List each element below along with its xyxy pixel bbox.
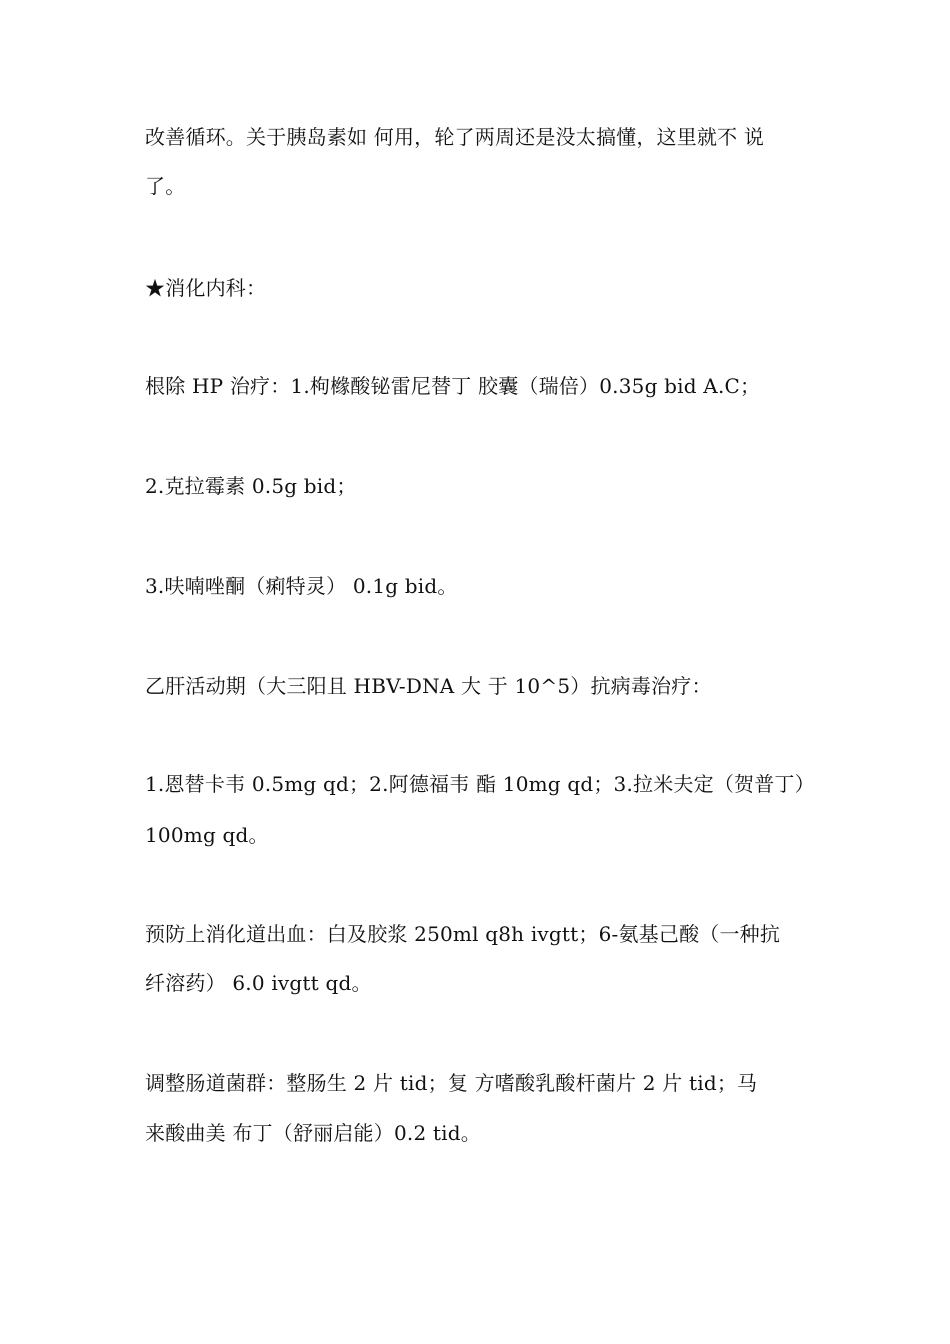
intro-line-2: 了。	[145, 174, 186, 198]
hp-treatment-line-3: 3.呋喃唑酮（痢特灵） 0.1g bid。	[145, 574, 458, 598]
hepatitis-b-line-1: 乙肝活动期（大三阳且 HBV-DNA 大 于 10^5）抗病毒治疗：	[145, 674, 712, 698]
hepatitis-b-line-2: 1.恩替卡韦 0.5mg qd；2.阿德福韦 酯 10mg qd；3.拉米夫定（贺普丁）	[145, 772, 815, 796]
bleeding-prevention-line-1: 预防上消化道出血：白及胶浆 250ml q8h ivgtt；6-氨基己酸（一种抗	[145, 922, 781, 946]
intro-line-1: 改善循环。关于胰岛素如 何用，轮了两周还是没太搞懂，这里就不 说	[145, 125, 765, 149]
hp-treatment-line-2: 2.克拉霉素 0.5g bid；	[145, 474, 357, 498]
section-heading-gastroenterology: ★消化内科：	[145, 276, 267, 300]
hepatitis-b-line-3: 100mg qd。	[145, 823, 269, 847]
bleeding-prevention-line-2: 纤溶药） 6.0 ivgtt qd。	[145, 971, 372, 995]
gut-flora-line-2: 来酸曲美 布丁（舒丽启能）0.2 tid。	[145, 1121, 481, 1145]
gut-flora-line-1: 调整肠道菌群：整肠生 2 片 tid；复 方嗜酸乳酸杆菌片 2 片 tid；马	[145, 1071, 758, 1095]
hp-treatment-line-1: 根除 HP 治疗：1.枸橼酸铋雷尼替丁 胶囊（瑞倍）0.35g bid A.C；	[145, 374, 761, 398]
